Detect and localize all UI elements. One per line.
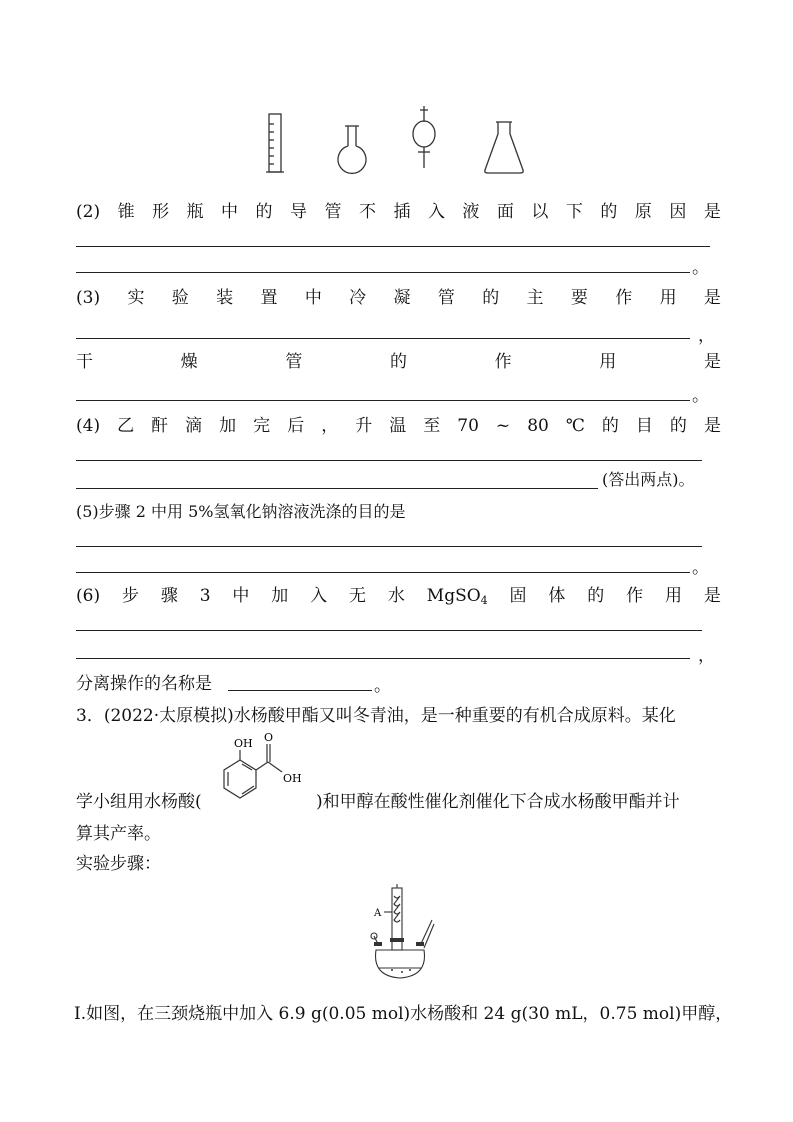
prompt-char: 完 [253, 416, 271, 436]
prompt-char: 作 [626, 586, 644, 606]
prompt-char: ， [321, 416, 339, 436]
question-4-prompt [76, 414, 721, 438]
answer-blank[interactable] [76, 488, 598, 489]
prompt-char: 的 [600, 202, 618, 222]
prompt-char: 固 [509, 586, 527, 606]
round-bottom-flask-icon [338, 126, 366, 173]
prompt-char: 原 [634, 202, 652, 222]
apparatus-label-a: A [374, 908, 382, 919]
prompt-char: 乙 [117, 416, 135, 436]
problem-3-line-1: 3．(2022·太原模拟)水杨酸甲酯又叫冬青油，是一种重要的有机合成原料。某化 [76, 706, 676, 726]
separation-prompt [76, 672, 212, 696]
erlenmeyer-flask-icon [485, 122, 523, 173]
prompt-char: 体 [548, 586, 566, 606]
comma-mark: ， [698, 646, 715, 666]
graduated-cylinder-icon [266, 114, 284, 172]
separatory-funnel-icon [413, 106, 435, 168]
prompt-char: 用 [665, 586, 683, 606]
carboxyl-hydroxyl-label: OH [283, 772, 302, 785]
prompt-char: 加 [271, 586, 289, 606]
period-mark: 。 [374, 676, 391, 696]
problem-3-line-2-start: 学小组用水杨酸( [76, 792, 202, 812]
step-1-text: Ⅰ.如图，在三颈烧瓶中加入 6.9 g(0.05 mol)水杨酸和 24 g(30 mL，0.75 mol)甲醇， [74, 1004, 733, 1024]
prompt-char: 的 [255, 202, 273, 222]
prompt-char: (3) [76, 288, 101, 308]
prompt-char: 步 [121, 586, 139, 606]
prompt-char: 面 [496, 202, 514, 222]
prompt-char: 燥 [180, 352, 198, 372]
prompt-char: (6) [76, 586, 101, 606]
problem-3-line-2-end: )和甲醇在酸性催化剂催化下合成水杨酸甲酯并计 [316, 792, 680, 812]
prompt-char: 作 [615, 288, 633, 308]
prompt-char: 入 [427, 202, 445, 222]
question-6-prompt [76, 584, 721, 613]
prompt-char: 以 [531, 202, 549, 222]
answer-blank[interactable] [228, 690, 372, 691]
period-mark: 。 [692, 386, 709, 406]
prompt-char: 置 [260, 288, 278, 308]
prompt-char: 加 [219, 416, 237, 436]
prompt-char: 是 [703, 416, 721, 436]
prompt-char: 管 [437, 288, 455, 308]
prompt-char: 不 [358, 202, 376, 222]
prompt-char: 作 [494, 352, 512, 372]
answer-blank[interactable] [76, 400, 690, 401]
prompt-char: 温 [389, 416, 407, 436]
prompt-char: MgSO$_4$ [426, 586, 488, 607]
prompt-char: 酐 [151, 416, 169, 436]
question-2-prompt [76, 200, 721, 224]
answer-note: (答出两点)。 [602, 470, 695, 489]
prompt-char: 升 [355, 416, 373, 436]
prompt-char: 液 [462, 202, 480, 222]
prompt-char: 用 [659, 288, 677, 308]
prompt-char: 要 [570, 288, 588, 308]
prompt-char: 的 [482, 288, 500, 308]
prompt-char: 中 [304, 288, 322, 308]
prompt-char: 的 [389, 352, 407, 372]
prompt-char: 用 [599, 352, 617, 372]
prompt-char: 是 [703, 352, 721, 372]
prompt-char: ℃ [565, 416, 585, 436]
answer-blank[interactable] [76, 630, 702, 631]
answer-blank[interactable] [76, 460, 702, 461]
prompt-char: 是 [703, 202, 721, 222]
prompt-char: 凝 [393, 288, 411, 308]
question-3-dryer-prompt [76, 350, 721, 374]
prompt-char: 后 [287, 416, 305, 436]
prompt-char: 无 [349, 586, 367, 606]
prompt-char: 下 [565, 202, 583, 222]
prompt-char: 80 [527, 416, 549, 436]
prompt-char: 管 [285, 352, 303, 372]
prompt-char: 3 [199, 586, 211, 606]
prompt-char: 锥 [117, 202, 135, 222]
prompt-char: 骤 [160, 586, 178, 606]
prompt-char: 入 [310, 586, 328, 606]
prompt-char: 装 [216, 288, 234, 308]
prompt-char: 实 [127, 288, 145, 308]
prompt-char: 干 [76, 352, 93, 372]
prompt-char: 的 [669, 416, 687, 436]
prompt-char: 管 [324, 202, 342, 222]
prompt-char: (2) [76, 202, 101, 222]
prompt-char: 是 [703, 586, 721, 606]
period-mark: 。 [692, 258, 709, 278]
prompt-char: 主 [526, 288, 544, 308]
prompt-char: 目 [635, 416, 653, 436]
carbonyl-oxygen-label: O [264, 731, 274, 744]
prompt-char: 因 [669, 202, 687, 222]
prompt-char: 冷 [349, 288, 367, 308]
prompt-char: (4) [76, 416, 101, 436]
prompt-char: 是 [703, 288, 721, 308]
three-neck-flask-apparatus [362, 884, 442, 984]
prompt-char: 导 [290, 202, 307, 222]
prompt-char: 的 [601, 416, 619, 436]
separation-text: 分离操作的名称是 [76, 674, 212, 694]
problem-3-line-3: 算其产率。 [76, 824, 161, 844]
answer-blank[interactable] [76, 338, 690, 339]
comma-mark: ， [698, 326, 715, 346]
question-5-prompt: (5)步骤 2 中用 5%氢氧化钠溶液洗涤的目的是 [76, 502, 406, 521]
answer-blank[interactable] [76, 572, 690, 573]
prompt-char: 70 [457, 416, 479, 436]
experiment-steps-label: 实验步骤： [76, 854, 161, 874]
question-3-prompt [76, 286, 721, 310]
lab-glassware-row [260, 104, 530, 176]
prompt-char: 瓶 [186, 202, 204, 222]
answer-blank[interactable] [76, 546, 702, 547]
answer-blank[interactable] [76, 246, 710, 247]
subscript-4: 4 [480, 594, 488, 607]
prompt-char: 验 [171, 288, 189, 308]
prompt-char: 中 [232, 586, 250, 606]
salicylic-acid-structure [212, 730, 316, 808]
prompt-char: 水 [387, 586, 405, 606]
answer-blank[interactable] [76, 658, 690, 659]
prompt-char: 插 [393, 202, 411, 222]
prompt-char: ~ [495, 416, 511, 436]
prompt-char: 中 [221, 202, 239, 222]
period-mark: 。 [692, 558, 709, 578]
prompt-char: 的 [587, 586, 605, 606]
answer-blank[interactable] [76, 272, 690, 273]
prompt-char: 至 [423, 416, 441, 436]
prompt-char: 形 [152, 202, 170, 222]
hydroxyl-label: OH [234, 737, 253, 750]
prompt-char: 滴 [185, 416, 203, 436]
